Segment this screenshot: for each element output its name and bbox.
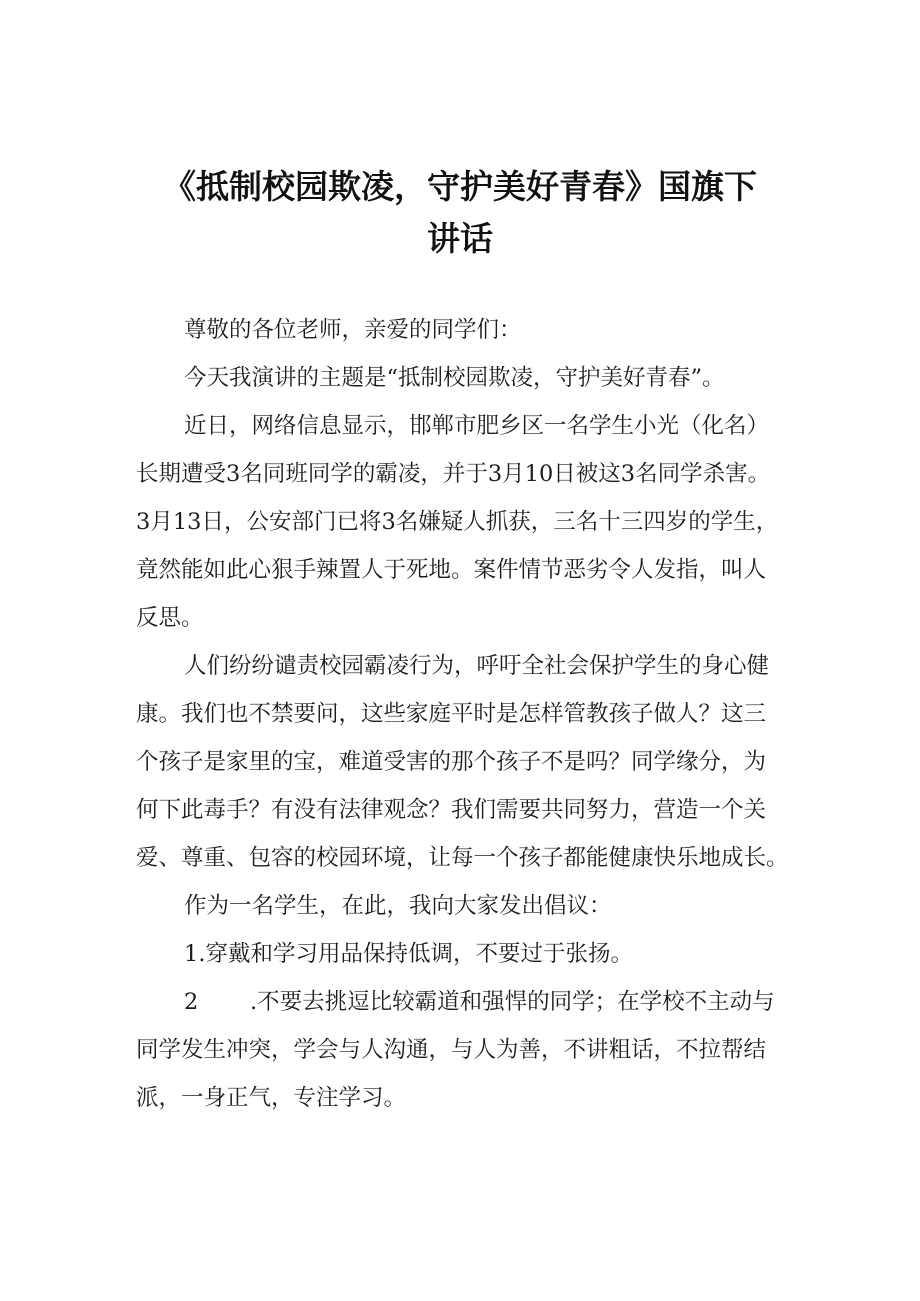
- paragraph-2-line: 爱、尊重、包容的校园环境，让每一个孩子都能健康快乐地成长。: [136, 845, 789, 871]
- list-item-2-text: .不要去挑逗比较霸道和强悍的同学；在学校不主动与: [250, 989, 775, 1015]
- paragraph-1-line: 长期遭受3名同班同学的霸凌，并于3月10日被这3名同学杀害。: [136, 461, 771, 487]
- paragraph-2-line: 康。我们也不禁要问，这些家庭平时是怎样管教孩子做人？这三: [136, 701, 767, 727]
- paragraph-2-line: 何下此毒手？有没有法律观念？我们需要共同努力，营造一个关: [136, 797, 767, 823]
- list-item-2-line: 同学发生冲突，学会与人沟通，与人为善，不讲粗话，不拉帮结: [136, 1037, 767, 1063]
- paragraph-1-line: 竟然能如此心狠手辣置人于死地。案件情节恶劣令人发指，叫人: [136, 557, 767, 583]
- list-item-2-number: 2: [184, 989, 199, 1015]
- paragraph-2-line: 个孩子是家里的宝，难道受害的那个孩子不是吗？同学缘分，为: [136, 749, 767, 775]
- paragraph-3: 作为一名学生，在此，我向大家发出倡议：: [184, 893, 612, 919]
- paragraph-2-line: 人们纷纷谴责校园霸凌行为，呼吁全社会保护学生的身心健: [184, 653, 770, 679]
- document-title-line-1: 《抵制校园欺凌，守护美好青春》国旗下: [163, 167, 757, 206]
- paragraph-1-line: 3月13日，公安部门已将3名嫌疑人抓获，三名十三四岁的学生，: [136, 509, 779, 535]
- intro-paragraph: 今天我演讲的主题是“抵制校园欺凌，守护美好青春”。: [184, 365, 725, 391]
- paragraph-1-line: 反思。: [136, 605, 204, 631]
- salutation: 尊敬的各位老师，亲爱的同学们：: [184, 317, 522, 343]
- document-title-line-2: 讲话: [427, 219, 493, 258]
- paragraph-1-line: 近日，网络信息显示，邯郸市肥乡区一名学生小光（化名）: [184, 413, 770, 439]
- list-item-2-line: [184, 978, 864, 1026]
- list-item-1: 1.穿戴和学习用品保持低调，不要过于张扬。: [184, 941, 633, 967]
- list-item-2-line: 派，一身正气，专注学习。: [136, 1085, 407, 1111]
